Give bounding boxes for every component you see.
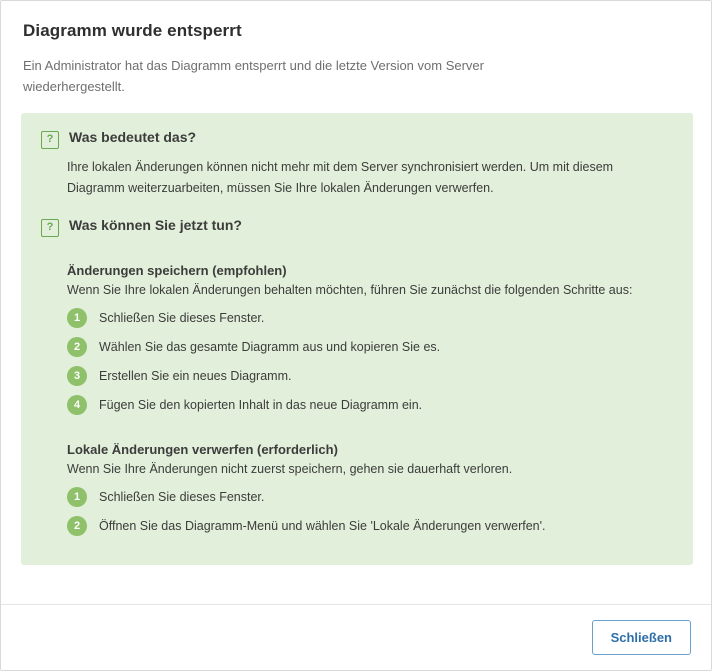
page-title: Diagramm wurde entsperrt <box>23 21 242 40</box>
list-item <box>67 337 673 357</box>
step-text: Fügen Sie den kopierten Inhalt in das neue Diagramm ein. <box>99 398 423 412</box>
step-text: Schließen Sie dieses Fenster. <box>99 311 265 325</box>
step-number: 1 <box>67 487 87 507</box>
list-item <box>67 366 673 386</box>
section-what-to-do-header <box>41 217 673 237</box>
dialog-subtitle: Ein Administrator hat das Diagramm entsperrt und die letzte Version vom Server wiederhergestellt. <box>23 58 484 94</box>
group-discard-steps <box>67 487 673 536</box>
step-number: 2 <box>67 337 87 357</box>
step-number: 4 <box>67 395 87 415</box>
spacer <box>41 245 673 263</box>
step-text: Erstellen Sie ein neues Diagramm. <box>99 369 292 383</box>
close-button[interactable]: Schließen <box>592 620 691 655</box>
question-box-icon: ? <box>41 131 59 149</box>
section-what-means-text: Ihre lokalen Änderungen können nicht mehr mit dem Server synchronisiert werden. Um mit diesem Diagramm weiterzuarbeiten, müssen Sie Ihre lokalen Änderungen verwerfen. <box>67 160 614 195</box>
list-item <box>67 516 673 536</box>
step-text: Schließen Sie dieses Fenster. <box>99 490 265 504</box>
section-what-means-body <box>67 157 673 199</box>
step-number: 2 <box>67 516 87 536</box>
list-item <box>67 395 673 415</box>
group-discard-intro: Wenn Sie Ihre Änderungen nicht zuerst speichern, gehen sie dauerhaft verloren. <box>67 462 513 476</box>
section-what-means-title: Was bedeutet das? <box>69 129 197 145</box>
spacer <box>41 199 673 217</box>
group-discard-title: Lokale Änderungen verwerfen (erforderlich) <box>67 442 338 457</box>
step-number: 3 <box>67 366 87 386</box>
spacer <box>41 424 673 442</box>
question-box-icon: ? <box>41 219 59 237</box>
section-what-means-header <box>41 129 673 149</box>
group-save-title: Änderungen speichern (empfohlen) <box>67 263 287 278</box>
info-panel <box>21 113 693 565</box>
group-save-intro: Wenn Sie Ihre lokalen Änderungen behalten möchten, führen Sie zunächst die folgenden Schritte aus: <box>67 283 633 297</box>
section-what-to-do-title: Was können Sie jetzt tun? <box>69 217 242 233</box>
step-text: Öffnen Sie das Diagramm-Menü und wählen Sie 'Lokale Änderungen verwerfen'. <box>99 519 546 533</box>
list-item <box>67 308 673 328</box>
list-item <box>67 487 673 507</box>
step-text: Wählen Sie das gesamte Diagramm aus und kopieren Sie es. <box>99 340 441 354</box>
dialog-footer <box>1 604 711 670</box>
step-number: 1 <box>67 308 87 328</box>
group-save-steps <box>67 308 673 415</box>
